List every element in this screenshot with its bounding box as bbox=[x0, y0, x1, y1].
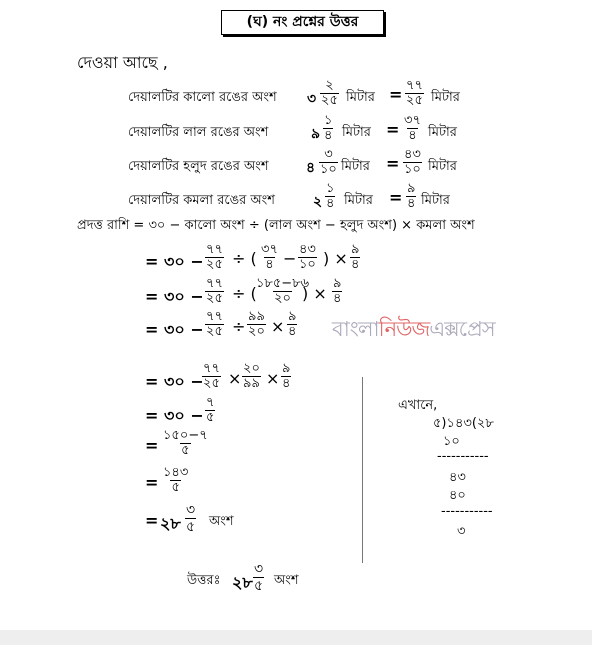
site-watermark: বাংলানিউজএক্সপ্রেস bbox=[332, 317, 495, 341]
fraction: ৪৩ ১০ bbox=[404, 147, 421, 177]
fraction: ৯ ৪ bbox=[407, 181, 416, 211]
fraction: ১ ৪ bbox=[326, 181, 335, 211]
footer-bar bbox=[0, 630, 592, 645]
fraction: ৩ ১০ bbox=[320, 147, 337, 177]
fraction: ৩৭ ৪ bbox=[404, 113, 421, 143]
fraction: ১ ৪ bbox=[324, 113, 333, 143]
divider-line bbox=[362, 377, 363, 563]
fraction: ২ ২৫ bbox=[321, 78, 338, 108]
fraction: ৭৭ ২৫ bbox=[406, 78, 423, 108]
given-label: দেওয়া আছে , bbox=[77, 53, 168, 72]
given-expression: প্রদত্ত রাশি = ৩০ − কালো অংশ ÷ (লাল অংশ − হলুদ অংশ) × কমলা অংশ bbox=[77, 218, 475, 233]
answer-title: (ঘ) নং প্রশ্নের উত্তর bbox=[221, 10, 384, 35]
